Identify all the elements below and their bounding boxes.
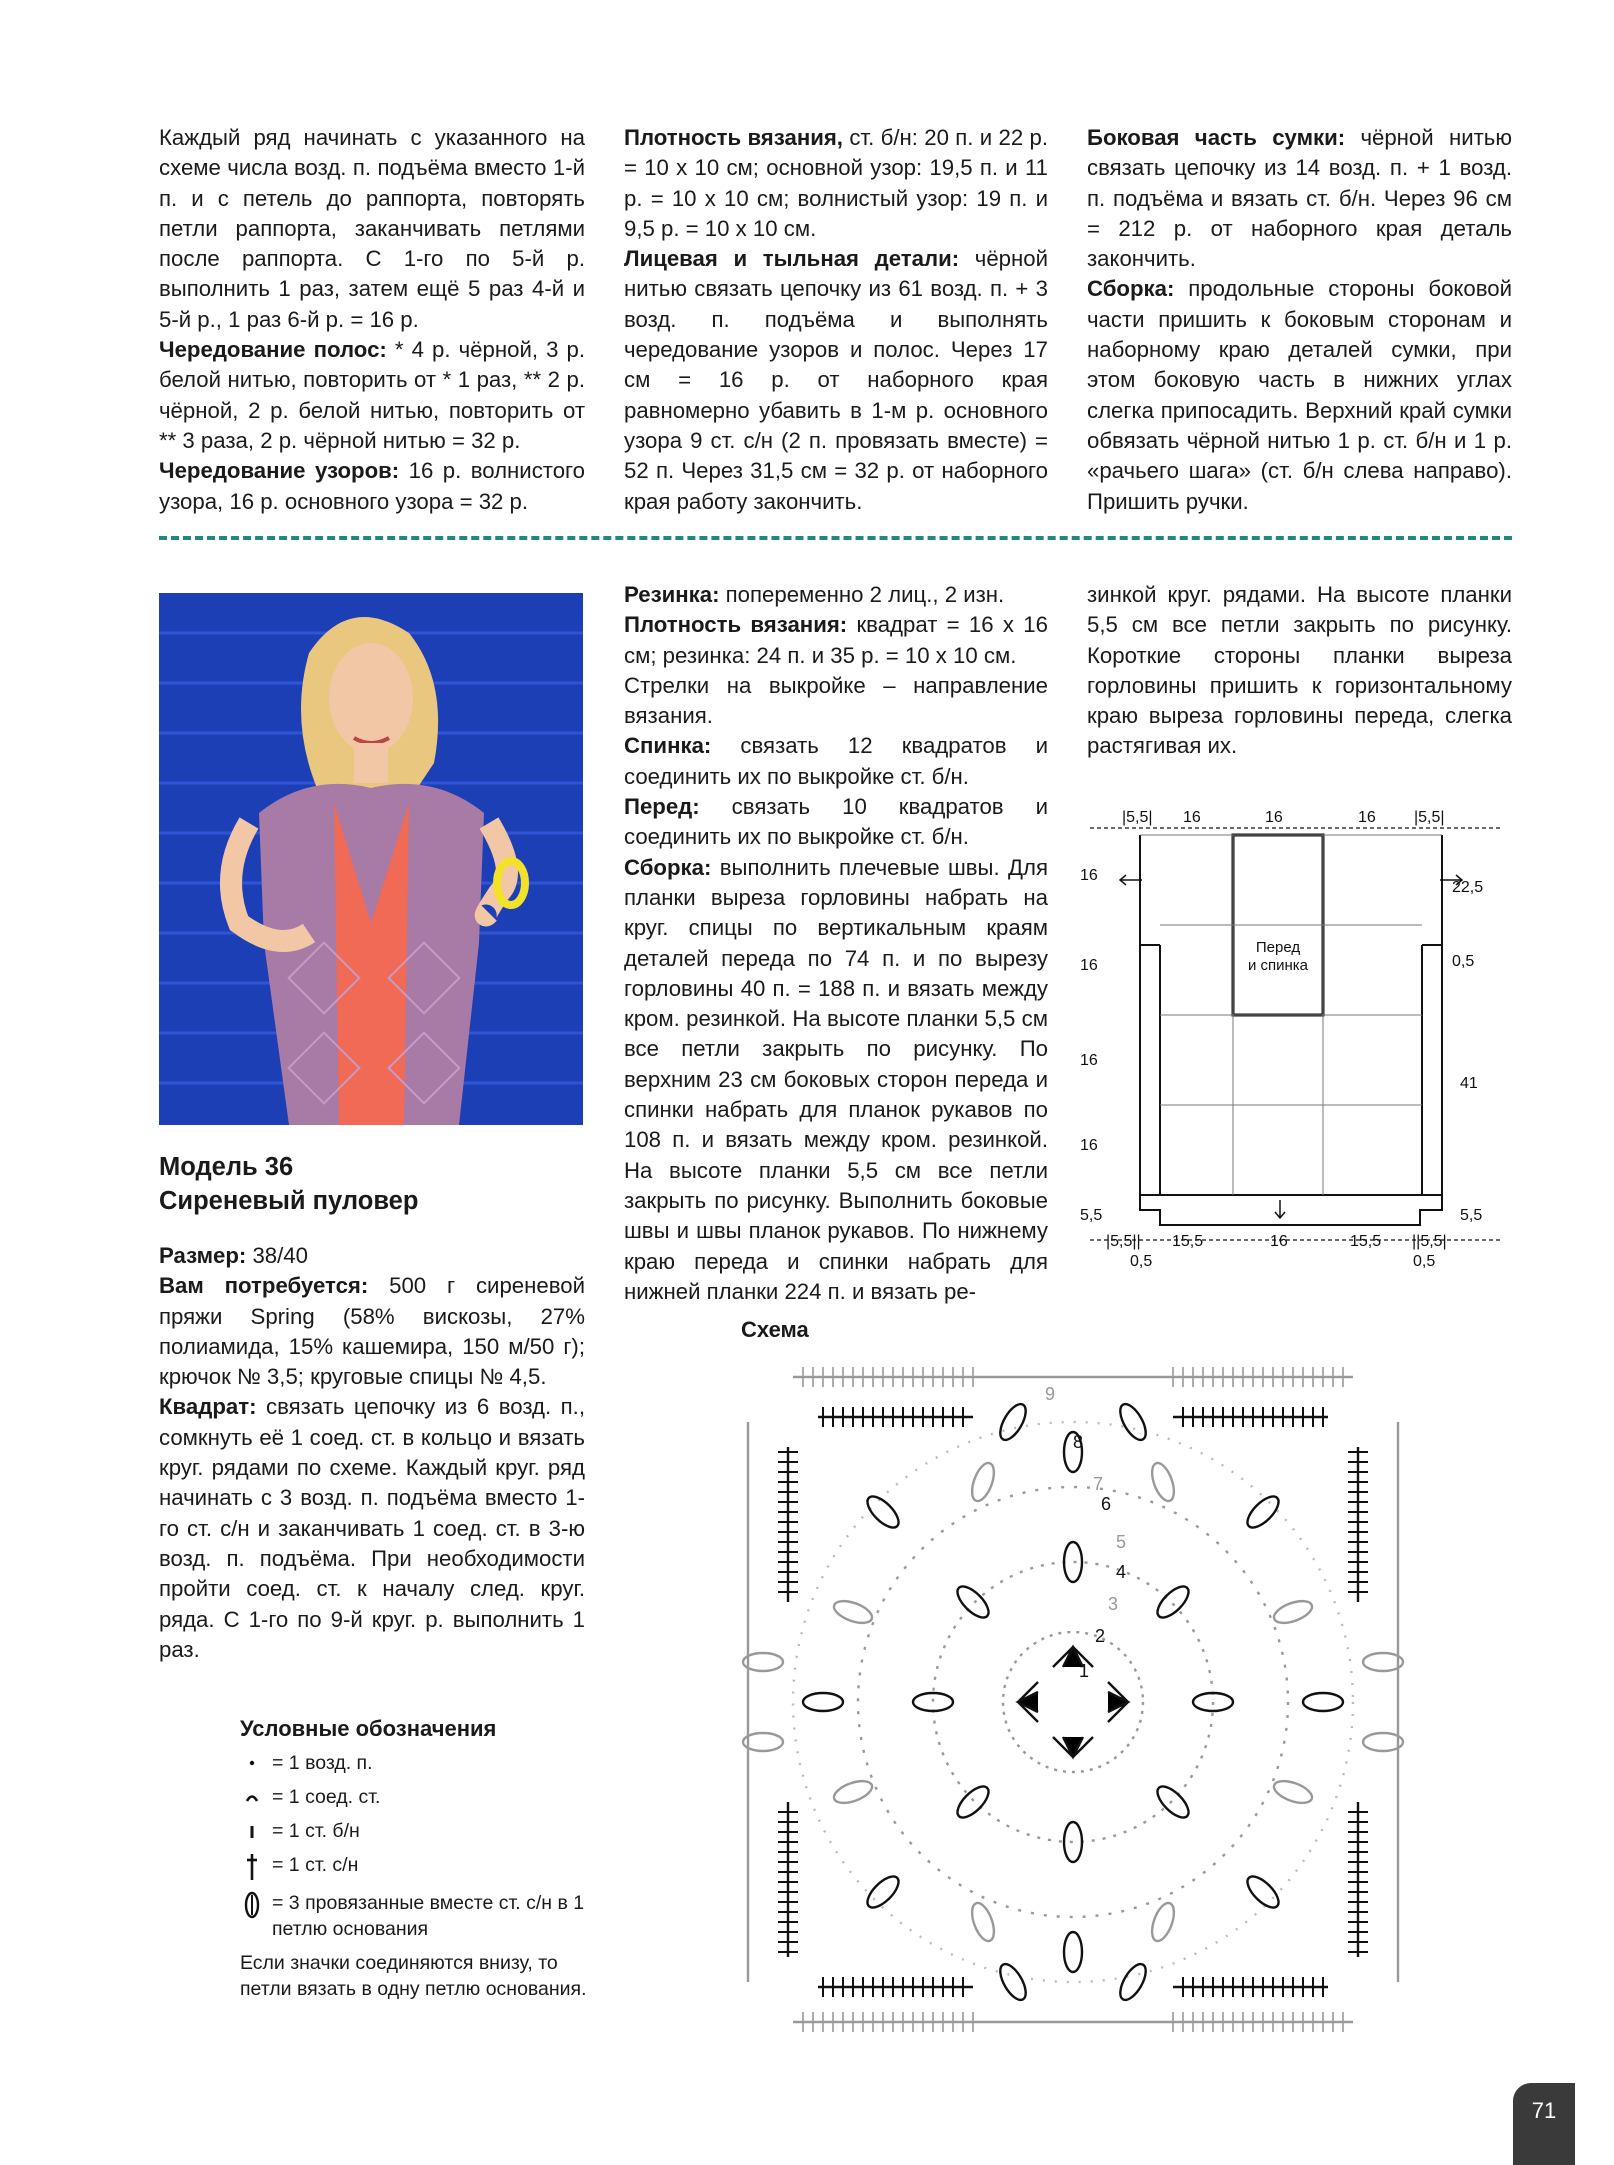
sweater-assembly-text: выполнить плечевые швы. Для планки выреза горловины набрать на круг. спицы по вертикальным краям деталей переда по 74 п. и по вырезу горловины 40 п. = 188 п. и вязать между кром. резинкой. На высоте планки 5,5 см все петли закрыть по рисунку. По верхним 23 см боковых сторон переда и спинки набрать для планок рукавов по 108 п. и вязать между кром. резинкой. На высоте планки 5,5 см все петли закрыть по рисунку. Выполнить боковые швы и швы планок рукавов. По нижнему краю переда и спинки набрать для нижней планки 224 п. и вязать ре-	[624, 854, 1048, 1304]
back-paragraph	[624, 731, 1048, 792]
square-paragraph	[159, 1392, 585, 1665]
back-text: связать 12 квадратов и соединить их по выкройке ст. б/н.	[624, 733, 1048, 789]
column-bottom-left	[159, 1241, 585, 1665]
bar-icon	[240, 1818, 264, 1842]
pattern-right-label: 22,5	[1452, 879, 1484, 896]
density-text: ст. б/н: 20 п. и 22 р. = 10 х 10 см; основной узор: 19,5 п. и 11 р. = 10 х 10 см; волнистый узор: 19 п. и 9,5 р. = 10 х 10 см.	[624, 125, 1048, 241]
page-number: 71	[1531, 2098, 1557, 2123]
pattern-bottom2-label: 0,5	[1413, 1253, 1436, 1270]
need-label: Вам потребуется:	[159, 1273, 369, 1299]
square-text: связать цепочку из 6 возд. п., сомкнуть её 1 соед. ст. в кольцо и вязать круг. рядами по схеме. Каждый круг. ряд начинать с 3 возд. п. подъёма вместо 1-го ст. с/н и заканчивать 1 соед. ст. в 3-ю возд. п. подъёма. При необходимости пройти соед. ст. к началу след. круг. ряда. С 1-го по 9-й круг. р. выполнить 1 раз.	[159, 1394, 585, 1662]
pattern-left-label: 16	[1080, 957, 1098, 974]
model-photo	[159, 593, 583, 1125]
model-number: Модель 36	[159, 1153, 294, 1181]
pattern-bottom-label: 15,5	[1350, 1233, 1382, 1250]
pattern-label-line1: Перед	[1255, 939, 1301, 956]
crochet-schema	[733, 1362, 1413, 2047]
need-text: 500 г сиреневой пряжи Spring (58% вискозы, 27% полиамида, 15% кашемира, 150 м/50 г); крючок № 3,5; круговые спицы № 4,5.	[159, 1273, 585, 1390]
rib-text: попеременно 2 лиц., 2 изн.	[719, 582, 1005, 607]
arc-icon	[240, 1784, 264, 1808]
legend-text: = 1 возд. п.	[272, 1752, 373, 1774]
pattern-top-label: |5,5|	[1414, 809, 1445, 826]
column-top-right	[1087, 123, 1512, 517]
side-paragraph	[1087, 123, 1512, 274]
legend-note: Если значки соединяются внизу, то петли вязать в одну петлю основания.	[240, 1952, 587, 2000]
legend-item	[240, 1750, 600, 1776]
pattern-left-label: 5,5	[1080, 1207, 1103, 1224]
schema-row-number: 1	[1079, 1661, 1090, 1681]
schema-row-number: 6	[1101, 1494, 1112, 1514]
square-label: Квадрат:	[159, 1394, 257, 1420]
stripes-text: * 4 р. чёрной, 3 р. белой нитью, повторить от * 1 раз, ** 2 р. чёрной, 2 р. белой нитью, повторить от ** 3 раза, 2 р. чёрной нитью = 32 р.	[159, 337, 586, 453]
rib-paragraph	[624, 580, 1048, 610]
parts-paragraph	[624, 244, 1048, 517]
size-text: 38/40	[246, 1243, 308, 1268]
parts-text: чёрной нитью связать цепочку из 61 возд. п. + 3 возд. п. подъёма и выполнять чередование узоров и полос. Через 17 см = 16 р. от наборного края равномерно убавить в 1-м р. основного узора 9 ст. с/н (2 п. провязать вместе) = 52 п. Через 31,5 см = 32 р. от наборного края работу закончить.	[624, 246, 1049, 514]
back-label: Спинка:	[624, 733, 712, 759]
arrows-paragraph: Стрелки на выкройке – направление вязания.	[624, 672, 1048, 729]
legend-text: = 1 ст. с/н	[272, 1854, 359, 1876]
pattern-left-label: 16	[1080, 1137, 1098, 1154]
dot-icon	[240, 1750, 264, 1774]
pattern-top-label: 16	[1358, 809, 1376, 826]
side-text: чёрной нитью связать цепочку из 14 возд. п. + 1 возд. п. подъёма и вязать ст. б/н. Через 96 см = 212 р. от наборного края деталь закончить.	[1087, 125, 1512, 272]
cross-icon	[240, 1852, 264, 1882]
stripes-label: Чередование полос:	[159, 337, 387, 363]
pattern-bottom2-label: 0,5	[1130, 1253, 1153, 1270]
gauge-label: Плотность вязания:	[624, 612, 848, 638]
gauge-text: квадрат = 16 х 16 см; резинка: 24 п. и 35 р. = 10 х 10 см.	[624, 612, 1048, 668]
side-label: Боковая часть сумки:	[1087, 125, 1346, 150]
legend-text: = 3 провязанные вместе ст. с/н в 1 петлю основания	[272, 1892, 585, 1940]
column-top-left	[159, 123, 585, 517]
pattern-left-label: 16	[1080, 1052, 1098, 1069]
legend-item	[240, 1852, 600, 1882]
continuation-paragraph: зинкой круг. рядами. На высоте планки 5,5 см все петли закрыть по рисунку. Короткие стороны планки выреза горловины пришить к горизонтальному краю выреза горловины переда, слегка растягивая их.	[1087, 582, 1512, 759]
schema-row-number: 8	[1073, 1432, 1084, 1452]
density-label: Плотность вязания,	[624, 125, 843, 150]
pattern-bottom-label: 15,5	[1172, 1233, 1204, 1250]
front-label: Перед:	[624, 794, 700, 820]
sweater-assembly-label: Сборка:	[624, 854, 712, 880]
front-paragraph	[624, 792, 1048, 853]
model-title	[159, 1150, 418, 1218]
size-paragraph	[159, 1241, 585, 1271]
bag-assembly-label: Сборка:	[1087, 276, 1175, 302]
pattern-top-label: 16	[1183, 809, 1201, 826]
pattern-right-label: 5,5	[1460, 1207, 1483, 1224]
sweater-assembly-paragraph	[624, 853, 1048, 1307]
bag-assembly-text: продольные стороны боковой части пришить к боковым сторонам и наборному краю деталей сумки, при этом боковую часть в нижних углах слегка припосадить. Верхний край сумки обвязать чёрной нитью 1 р. ст. б/н и 1 р. «рачьего шага» (ст. б/н слева направо). Пришить ручки.	[1087, 276, 1512, 514]
parts-label: Лицевая и тыльная детали:	[624, 246, 960, 272]
legend-item	[240, 1890, 600, 1942]
column-bottom-right	[1087, 580, 1512, 762]
legend-item	[240, 1784, 600, 1810]
pattern-top-label: |5,5|	[1122, 809, 1153, 826]
model-name: Сиреневый пуловер	[159, 1187, 419, 1215]
schema-row-number: 9	[1045, 1384, 1056, 1404]
column-top-middle	[624, 123, 1048, 517]
rib-label: Резинка:	[624, 582, 720, 607]
legend	[240, 1714, 600, 2002]
patterns-paragraph	[159, 456, 585, 517]
column-bottom-middle	[624, 580, 1048, 1307]
page-tab	[1513, 2083, 1575, 2165]
legend-text: = 1 соед. ст.	[272, 1786, 381, 1808]
pattern-bottom-label: 16	[1270, 1233, 1288, 1250]
pattern-top-label: 16	[1265, 809, 1283, 826]
pattern-right-label: 41	[1460, 1075, 1478, 1092]
need-paragraph	[159, 1271, 585, 1392]
patterns-label: Чередование узоров:	[159, 458, 400, 484]
pattern-diagram	[1080, 800, 1520, 1295]
schema-row-number: 5	[1116, 1532, 1127, 1552]
size-label: Размер:	[159, 1243, 247, 1268]
front-text: связать 10 квадратов и соединить их по выкройке ст. б/н.	[624, 794, 1048, 850]
legend-text: = 1 ст. б/н	[272, 1820, 360, 1842]
gauge-paragraph	[624, 610, 1048, 671]
intro-paragraph: Каждый ряд начинать с указанного на схеме числа возд. п. подъёма вместо 1-й п. и с петель до раппорта, повторять петли раппорта, заканчивать петлями после раппорта. С 1-го по 5-й р. выполнить 1 раз, затем ещё 5 раз 4-й и 5-й р., 1 раз 6-й р. = 16 р.	[159, 125, 585, 332]
stripes-paragraph	[159, 335, 585, 456]
legend-item	[240, 1818, 600, 1844]
pattern-bottom-label: |5,5||	[1106, 1233, 1141, 1250]
schema-row-number: 2	[1095, 1626, 1106, 1646]
section-divider	[159, 536, 1512, 540]
schema-row-number: 3	[1108, 1594, 1119, 1614]
bag-assembly-paragraph	[1087, 274, 1512, 516]
schema-row-number: 4	[1116, 1562, 1127, 1582]
legend-title: Условные обозначения	[240, 1716, 497, 1741]
density-paragraph	[624, 123, 1048, 244]
schema-label: Схема	[741, 1317, 809, 1342]
pattern-label-line2: и спинка	[1247, 957, 1309, 974]
pattern-left-label: 16	[1080, 867, 1098, 884]
pattern-right-label: 0,5	[1452, 953, 1475, 970]
oval-icon	[240, 1890, 264, 1920]
schema-row-number: 7	[1093, 1474, 1104, 1494]
patterns-text: 16 р. волнистого узора, 16 р. основного узора = 32 р.	[159, 458, 585, 514]
pattern-bottom-label: ||5,5|	[1412, 1233, 1447, 1250]
